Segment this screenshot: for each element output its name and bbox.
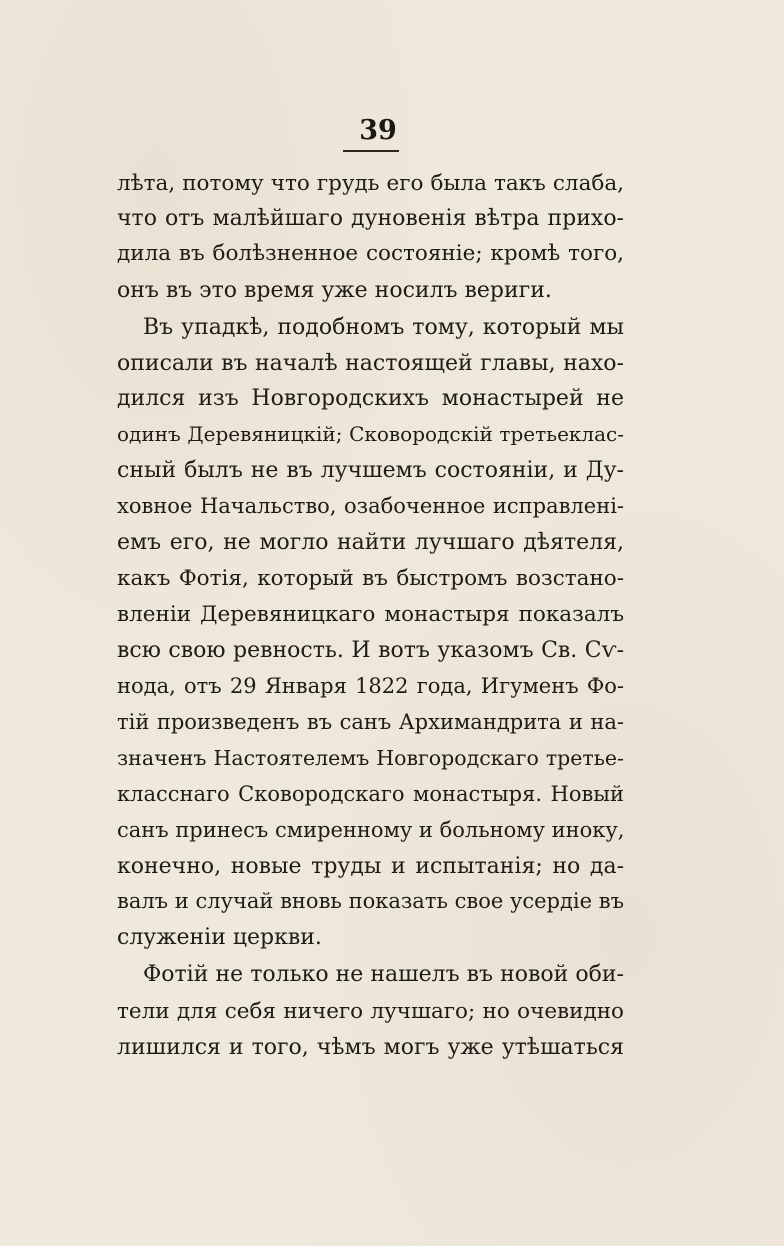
text-line: какъ Фотія, который въ быстромъ возстано- <box>117 566 624 591</box>
text-line: лишился и того, чѣмъ могъ уже утѣшаться <box>117 1035 624 1060</box>
text-line: дился изъ Новгородскихъ монастырей не <box>117 386 624 411</box>
page-number-rule <box>343 150 399 152</box>
text-line: вленіи Деревяницкаго монастыря показалъ <box>117 602 624 627</box>
text-line: ховное Начальство, озабоченное исправлені- <box>117 494 624 518</box>
text-line: дила въ болѣзненное состояніе; кромѣ того, <box>117 241 624 266</box>
text-line: конечно, новые труды и испытанія; но да- <box>117 854 624 879</box>
text-line: валъ и случай вновь показать свое усердіе въ <box>117 889 624 913</box>
text-line: онъ въ это время уже носилъ вериги. <box>117 278 552 303</box>
text-line: значенъ Настоятелемъ Новгородскаго третье- <box>117 746 624 770</box>
text-line: лѣта, потому что грудь его была такъ слаба, <box>117 171 624 196</box>
text-line: емъ его, не могло найти лучшаго дѣятеля, <box>117 530 624 555</box>
text-line: одинъ Деревяницкій; Сковородскій третьеклас- <box>117 422 624 446</box>
text-line: тели для себя ничего лучшаго; но очевидно <box>117 999 624 1024</box>
text-line: описали въ началѣ настоящей главы, нахо- <box>117 351 624 376</box>
text-line: служеніи церкви. <box>117 925 322 950</box>
text-line: что отъ малѣйшаго дуновенія вѣтра прихо- <box>117 206 624 231</box>
text-line: всю свою ревность. И вотъ указомъ Св. Сѵ- <box>117 638 624 663</box>
text-line: санъ принесъ смиренному и больному иноку, <box>117 818 625 842</box>
paragraph-first-line: Въ упадкѣ, подобномъ тому, который мы <box>143 315 624 340</box>
text-line: класснаго Сковородскаго монастыря. Новый <box>117 782 624 806</box>
page-number: 39 <box>359 115 397 146</box>
text-line: тій произведенъ въ санъ Архимандрита и на- <box>117 710 624 734</box>
paragraph-first-line: Фотій не только не нашелъ въ новой оби- <box>143 962 624 987</box>
text-line: сный былъ не въ лучшемъ состояніи, и Ду- <box>117 458 624 483</box>
text-line: нода, отъ 29 Января 1822 года, Игуменъ Фо- <box>117 674 624 698</box>
